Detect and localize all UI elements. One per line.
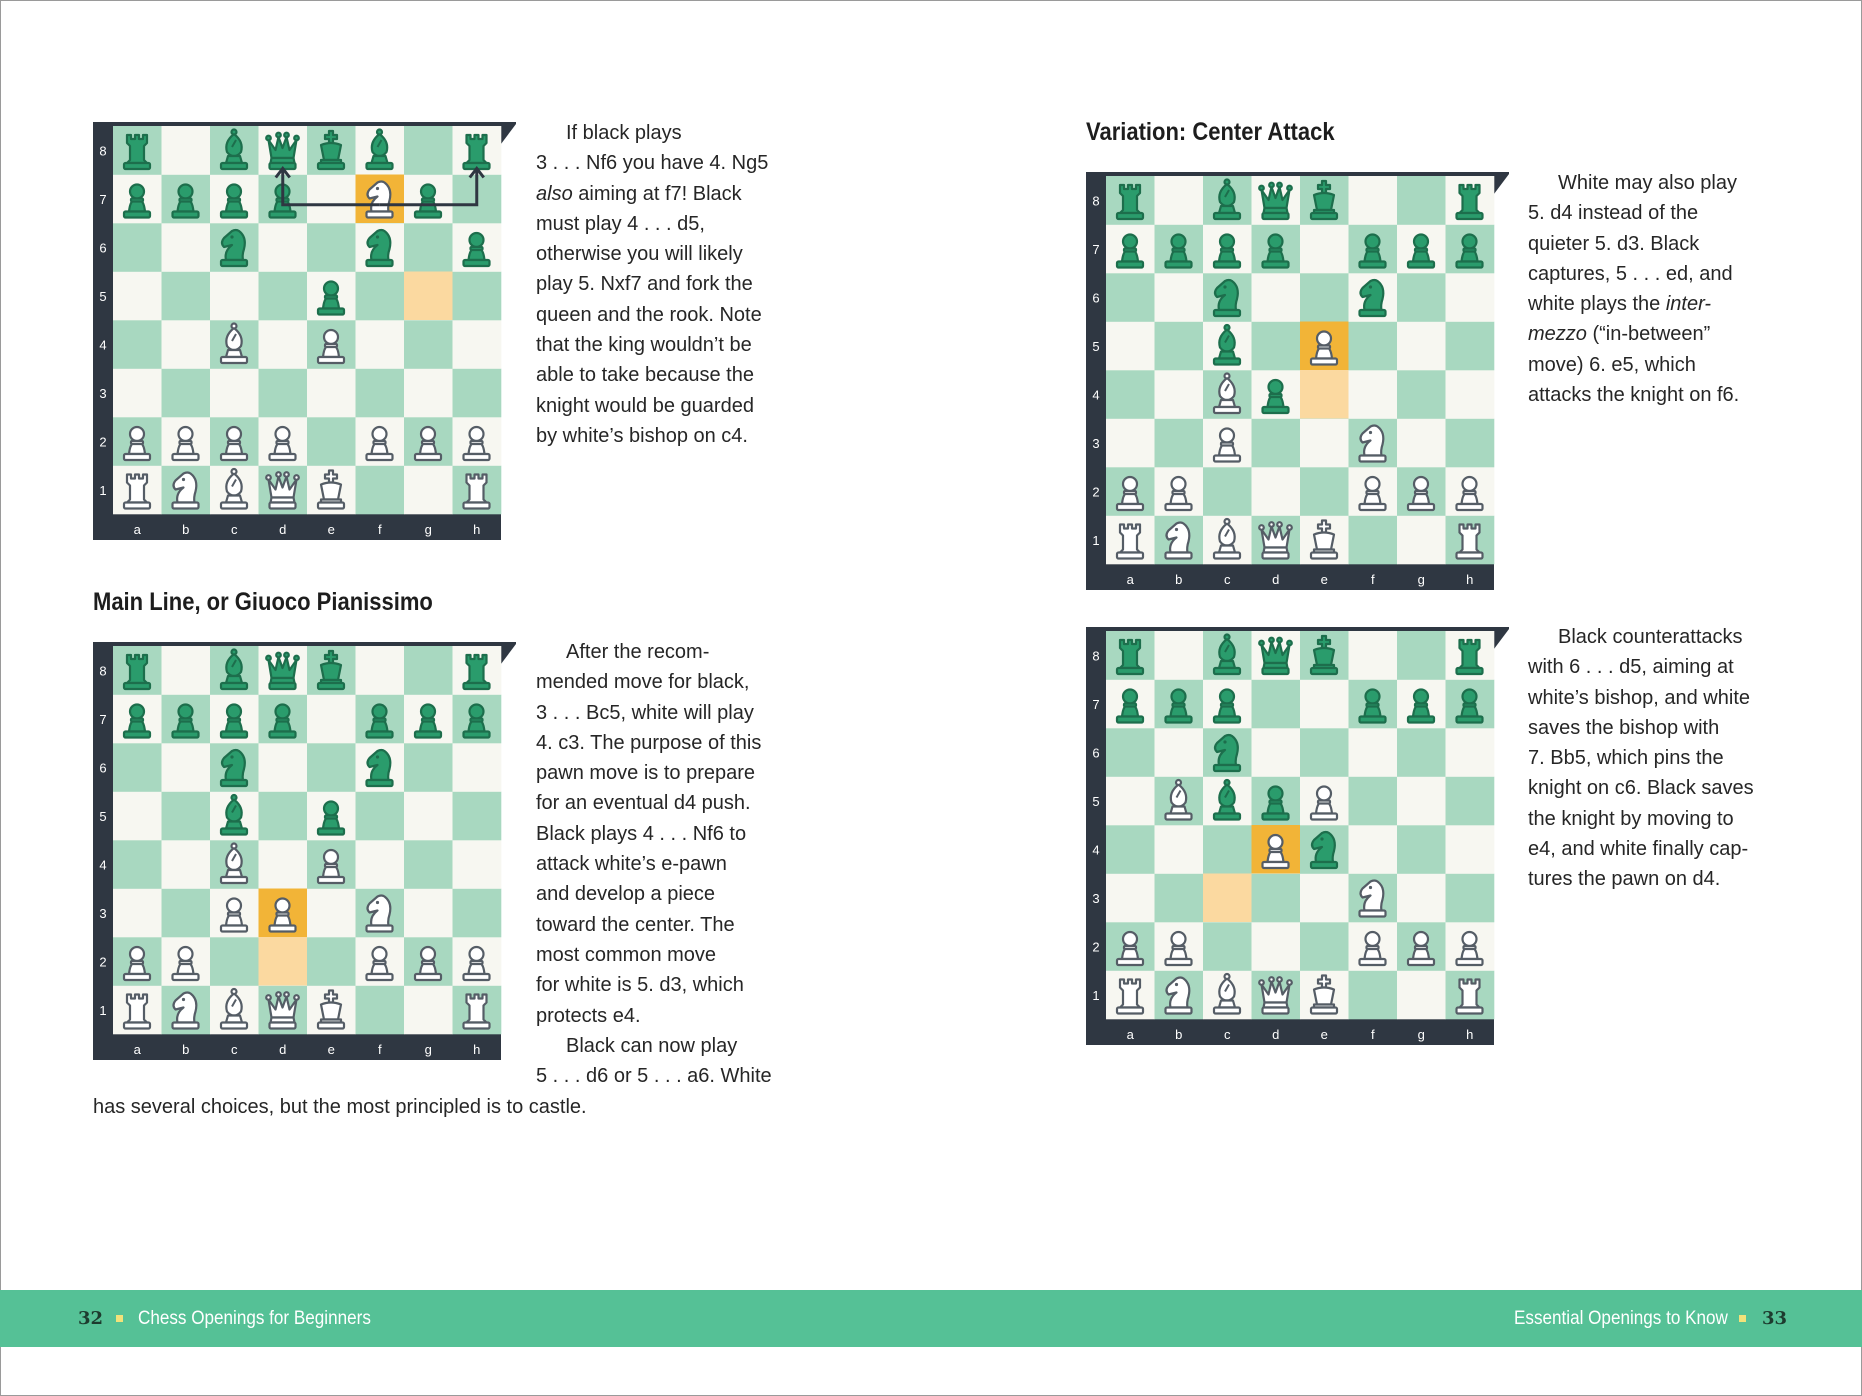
square-e3 [307, 889, 356, 938]
text-line: saves the bishop with [1528, 716, 1720, 739]
text-line: that the king wouldn’t be [536, 334, 752, 357]
footer-band [0, 1290, 1862, 1347]
text-line: knight on c6. Black saves [1528, 777, 1754, 800]
text-line: After the recom- [566, 641, 710, 663]
square-d6 [1252, 728, 1301, 777]
square-e6 [1300, 273, 1349, 322]
rank-label: 1 [1092, 532, 1100, 548]
file-label: b [1175, 572, 1183, 587]
square-f8 [1349, 631, 1398, 680]
square-f4 [356, 320, 405, 369]
square-e2 [307, 937, 356, 986]
square-a4 [1106, 370, 1155, 419]
text-line: mended move for black, [536, 671, 750, 694]
square-h3 [1446, 874, 1495, 923]
square-b6 [162, 743, 211, 792]
file-label: c [231, 522, 238, 537]
text-line: the knight by moving to [1528, 807, 1734, 830]
text-line: pawn move is to prepare [536, 762, 756, 785]
square-b3 [162, 369, 211, 418]
square-d5 [259, 272, 308, 321]
text-line: most common move [536, 943, 717, 966]
square-a3 [1106, 874, 1155, 923]
square-e7 [1300, 680, 1349, 729]
square-a5 [113, 792, 162, 841]
rank-label: 1 [99, 482, 107, 498]
heading-main-line: Main Line, or Giuoco Pianissimo [93, 588, 433, 616]
square-f5 [356, 792, 405, 841]
square-g4 [404, 320, 453, 369]
rank-label: 8 [99, 143, 107, 159]
emphasis-mezzo: mezzo [1528, 323, 1587, 346]
square-b5 [1155, 322, 1204, 371]
square-h5 [1446, 777, 1495, 826]
square-f5 [1349, 322, 1398, 371]
square-h4 [1446, 370, 1495, 419]
rank-label: 4 [1092, 387, 1100, 403]
square-a5 [113, 272, 162, 321]
square-h3 [453, 889, 502, 938]
file-label: d [279, 522, 287, 537]
file-label: e [1320, 1027, 1328, 1042]
square-b4 [1155, 825, 1204, 874]
square-b3 [162, 889, 211, 938]
square-c3 [210, 369, 259, 418]
square-g1 [1397, 971, 1446, 1020]
rank-label: 6 [1092, 745, 1100, 761]
square-b8 [162, 126, 211, 175]
file-label: f [1370, 572, 1375, 587]
text-line: 3 . . . Nf6 you have 4. Ng5 [536, 152, 769, 175]
square-h3 [1446, 419, 1495, 468]
text-line: White may also play [1558, 172, 1737, 194]
square-c4 [1203, 825, 1252, 874]
text-line: If black plays [566, 122, 682, 144]
square-f6 [1349, 728, 1398, 777]
text-line: 4. c3. The purpose of this [536, 731, 762, 754]
square-d4 [259, 320, 308, 369]
square-f1 [356, 986, 405, 1035]
square-a5 [1106, 777, 1155, 826]
file-label: b [182, 1042, 190, 1057]
rank-label: 5 [99, 808, 107, 824]
page-number-left: 32 [78, 1308, 104, 1329]
file-label: e [1320, 572, 1328, 587]
square-e7 [1300, 225, 1349, 274]
square-d2 [1252, 467, 1301, 516]
square-g4 [404, 840, 453, 889]
text-line: protects e4. [536, 1004, 641, 1027]
file-label: a [133, 1042, 141, 1057]
text-line: Black counterattacks [1558, 626, 1743, 648]
file-label: b [182, 522, 190, 537]
rank-label: 2 [1092, 484, 1100, 500]
page-number-right: 33 [1762, 1308, 1788, 1329]
running-title-left: Chess Openings for Beginners [138, 1308, 371, 1329]
rank-label: 8 [99, 663, 107, 679]
text-line [1528, 289, 1739, 319]
square-g3 [404, 889, 453, 938]
chessboard-giuoco-pianissimo [93, 642, 516, 1060]
footer-bullet-right [1739, 1315, 1746, 1322]
square-f8 [1349, 176, 1398, 225]
text-line: for white is 5. d3, which [536, 974, 744, 997]
text-line: 7. Bb5, which pins the [1528, 747, 1724, 770]
square-b5 [162, 272, 211, 321]
text-line: attack white’s e-pawn [536, 853, 727, 876]
square-b6 [1155, 728, 1204, 777]
square-h6 [453, 743, 502, 792]
square-b5 [162, 792, 211, 841]
square-d2 [1252, 922, 1301, 971]
file-label: f [1370, 1027, 1375, 1042]
rank-label: 3 [1092, 890, 1100, 906]
square-g3 [1397, 874, 1446, 923]
square-c2 [210, 937, 259, 986]
square-b4 [162, 840, 211, 889]
square-h5 [1446, 322, 1495, 371]
paragraph-ng5-explanation [536, 118, 768, 451]
file-label: c [231, 1042, 238, 1057]
square-c2 [1203, 922, 1252, 971]
square-g5 [1397, 322, 1446, 371]
square-g6 [1397, 728, 1446, 777]
board-svg [1086, 172, 1509, 590]
square-a3 [1106, 419, 1155, 468]
emphasis-also: also [536, 182, 573, 205]
text-line: must play 4 . . . d5, [536, 212, 705, 235]
square-f1 [1349, 971, 1398, 1020]
square-b8 [1155, 176, 1204, 225]
rank-label: 5 [99, 288, 107, 304]
file-label: h [1466, 1027, 1474, 1042]
rank-label: 2 [1092, 939, 1100, 955]
file-label: g [424, 1042, 432, 1057]
file-label: h [1466, 572, 1474, 587]
rank-label: 3 [99, 385, 107, 401]
highlight-e4 [1300, 370, 1349, 419]
text-line-rest: aiming at f7! Black [572, 182, 742, 205]
square-f3 [356, 369, 405, 418]
paragraph-center-attack [1528, 168, 1739, 410]
square-f4 [1349, 370, 1398, 419]
running-title-right: Essential Openings to Know [1514, 1308, 1728, 1329]
square-e3 [307, 369, 356, 418]
file-label: d [1272, 1027, 1280, 1042]
footer-bullet-left [116, 1315, 123, 1322]
rank-label: 3 [99, 905, 107, 921]
rank-label: 7 [1092, 696, 1100, 712]
board-svg [93, 122, 516, 540]
square-f4 [356, 840, 405, 889]
rank-label: 1 [1092, 987, 1100, 1003]
text-line: e4, and white finally cap- [1528, 838, 1749, 861]
square-e6 [307, 223, 356, 272]
text-line: play 5. Nxf7 and fork the [536, 273, 753, 296]
chessboard-center-attack-bb5 [1086, 627, 1509, 1045]
file-label: e [327, 522, 335, 537]
rank-label: 3 [1092, 435, 1100, 451]
square-d7 [1252, 680, 1301, 729]
file-label: d [279, 1042, 287, 1057]
text-line: quieter 5. d3. Black [1528, 232, 1700, 255]
square-a4 [1106, 825, 1155, 874]
square-a6 [113, 743, 162, 792]
text-line: knight would be guarded [536, 394, 754, 417]
file-label: g [424, 522, 432, 537]
square-a3 [113, 369, 162, 418]
text-line: white’s bishop, and white [1528, 686, 1750, 709]
square-g4 [1397, 370, 1446, 419]
text-line: queen and the rook. Note [536, 303, 762, 326]
square-f4 [1349, 825, 1398, 874]
text-line: by white’s bishop on c4. [536, 424, 748, 447]
heading-center-attack: Variation: Center Attack [1086, 118, 1335, 146]
square-b3 [1155, 874, 1204, 923]
file-label: b [1175, 1027, 1183, 1042]
square-h4 [1446, 825, 1495, 874]
rank-label: 7 [99, 191, 107, 207]
emphasis-inter: inter- [1665, 293, 1712, 316]
highlight-g5 [404, 272, 453, 321]
rank-label: 8 [1092, 648, 1100, 664]
square-d4 [259, 840, 308, 889]
square-e7 [307, 695, 356, 744]
file-label: a [1126, 572, 1134, 587]
text-line [536, 179, 768, 209]
text-line: move) 6. e5, which [1528, 353, 1696, 376]
square-g8 [404, 646, 453, 695]
file-label: d [1272, 572, 1280, 587]
square-e2 [307, 417, 356, 466]
square-d6 [259, 743, 308, 792]
square-f5 [356, 272, 405, 321]
square-b6 [162, 223, 211, 272]
square-h5 [453, 272, 502, 321]
text-line: and develop a piece [536, 883, 716, 906]
text-line: for an eventual d4 push. [536, 792, 751, 815]
text-line: attacks the knight on f6. [1528, 384, 1740, 407]
square-e3 [1300, 874, 1349, 923]
text-line: with 6 . . . d5, aiming at [1528, 656, 1734, 679]
rank-label: 8 [1092, 193, 1100, 209]
text-line [1528, 319, 1739, 349]
file-label: c [1224, 1027, 1231, 1042]
rank-label: 4 [1092, 842, 1100, 858]
square-g1 [404, 466, 453, 515]
square-c5 [210, 272, 259, 321]
square-d6 [1252, 273, 1301, 322]
square-d5 [259, 792, 308, 841]
square-g1 [1397, 516, 1446, 565]
rank-label: 2 [99, 954, 107, 970]
text-line: Black can now play [566, 1034, 738, 1057]
chessboard-center-attack-e5 [1086, 172, 1509, 590]
board-svg [1086, 627, 1509, 1045]
rank-label: 7 [1092, 241, 1100, 257]
square-a5 [1106, 322, 1155, 371]
square-d3 [1252, 419, 1301, 468]
file-label: f [377, 1042, 382, 1057]
rank-label: 2 [99, 434, 107, 450]
board-svg [93, 642, 516, 1060]
square-h5 [453, 792, 502, 841]
square-f8 [356, 646, 405, 695]
rank-label: 5 [1092, 338, 1100, 354]
square-g3 [1397, 419, 1446, 468]
square-e2 [1300, 922, 1349, 971]
square-b6 [1155, 273, 1204, 322]
square-b8 [162, 646, 211, 695]
rank-label: 4 [99, 337, 107, 353]
square-f1 [1349, 516, 1398, 565]
square-h4 [453, 840, 502, 889]
square-d6 [259, 223, 308, 272]
text-line: tures the pawn on d4. [1528, 868, 1721, 891]
highlight-d2 [259, 937, 308, 986]
rank-label: 1 [99, 1002, 107, 1018]
square-a6 [113, 223, 162, 272]
text-line: able to take because the [536, 364, 754, 387]
square-g6 [404, 223, 453, 272]
square-g5 [1397, 777, 1446, 826]
file-label: h [473, 522, 481, 537]
square-d3 [1252, 874, 1301, 923]
file-label: e [327, 1042, 335, 1057]
square-h6 [1446, 273, 1495, 322]
square-g5 [404, 792, 453, 841]
file-label: c [1224, 572, 1231, 587]
square-a4 [113, 840, 162, 889]
square-c2 [1203, 467, 1252, 516]
square-g1 [404, 986, 453, 1035]
square-e2 [1300, 467, 1349, 516]
square-g3 [404, 369, 453, 418]
text-line: 3 . . . Bc5, white will play [536, 701, 754, 724]
square-g8 [404, 126, 453, 175]
file-label: g [1417, 1027, 1425, 1042]
file-label: g [1417, 572, 1425, 587]
rank-label: 5 [1092, 793, 1100, 809]
text-line-start: white plays the [1528, 293, 1666, 316]
square-e3 [1300, 419, 1349, 468]
square-a6 [1106, 273, 1155, 322]
rank-label: 6 [1092, 290, 1100, 306]
text-line: 5 . . . d6 or 5 . . . a6. White [536, 1065, 772, 1088]
square-e6 [307, 743, 356, 792]
paragraph-main-line [536, 637, 772, 1091]
square-g8 [1397, 631, 1446, 680]
square-g6 [1397, 273, 1446, 322]
square-d5 [1252, 322, 1301, 371]
square-g6 [404, 743, 453, 792]
square-a3 [113, 889, 162, 938]
square-h4 [453, 320, 502, 369]
chessboard-ng5-attack [93, 122, 516, 540]
file-label: a [1126, 1027, 1134, 1042]
text-line: has several choices, but the most principled is to castle. [93, 1096, 587, 1118]
file-label: h [473, 1042, 481, 1057]
text-line-rest: (“in-between” [1586, 323, 1711, 346]
square-f1 [356, 466, 405, 515]
square-e7 [307, 175, 356, 224]
rank-label: 4 [99, 857, 107, 873]
square-f5 [1349, 777, 1398, 826]
square-b3 [1155, 419, 1204, 468]
square-h6 [1446, 728, 1495, 777]
text-line: otherwise you will likely [536, 243, 743, 266]
square-b4 [1155, 370, 1204, 419]
text-line: Black plays 4 . . . Nf6 to [536, 822, 747, 845]
square-e6 [1300, 728, 1349, 777]
square-b4 [162, 320, 211, 369]
text-line: 5. d4 instead of the [1528, 202, 1699, 225]
square-g4 [1397, 825, 1446, 874]
file-label: f [377, 522, 382, 537]
rank-label: 6 [99, 240, 107, 256]
file-label: a [133, 522, 141, 537]
square-d3 [259, 369, 308, 418]
text-line: captures, 5 . . . ed, and [1528, 262, 1733, 285]
square-h3 [453, 369, 502, 418]
paragraph-full-width-line [93, 1092, 587, 1122]
text-line: toward the center. The [536, 913, 735, 936]
square-a4 [113, 320, 162, 369]
square-g8 [1397, 176, 1446, 225]
rank-label: 7 [99, 711, 107, 727]
rank-label: 6 [99, 760, 107, 776]
square-a6 [1106, 728, 1155, 777]
highlight-c3 [1203, 874, 1252, 923]
paragraph-counterattack [1528, 622, 1754, 895]
square-b8 [1155, 631, 1204, 680]
